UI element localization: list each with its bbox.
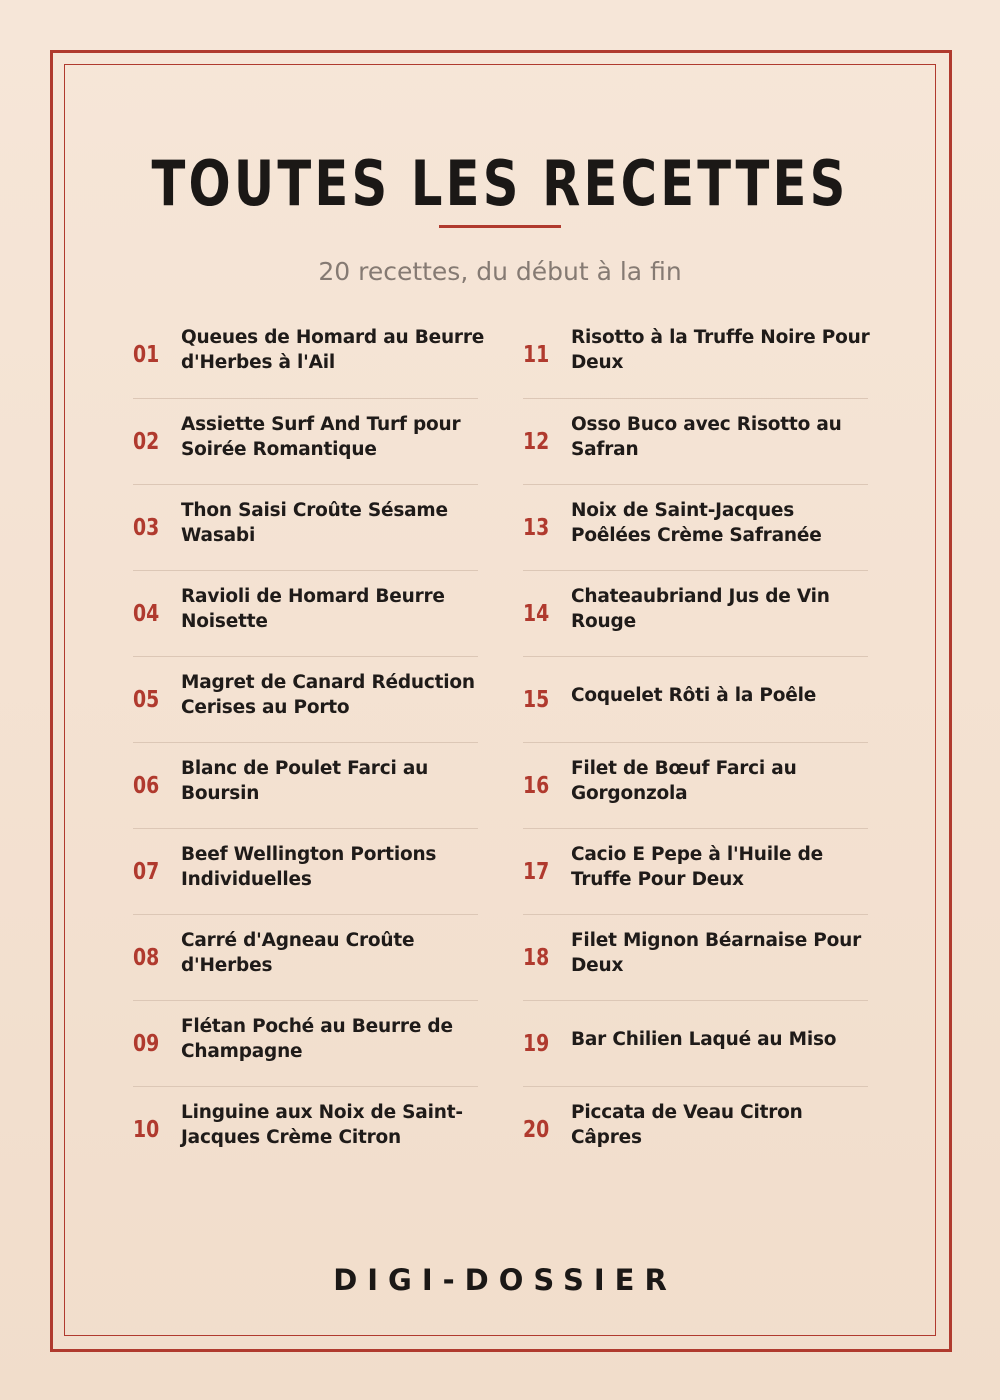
recipe-number: 06 <box>133 773 160 799</box>
list-item <box>133 742 478 828</box>
list-item <box>133 570 478 656</box>
recipe-number: 14 <box>523 601 550 627</box>
recipe-name: Osso Buco avec Risotto au Safran <box>571 414 842 460</box>
recipe-name: Ravioli de Homard Beurre Noisette <box>181 586 445 632</box>
list-item <box>523 1000 868 1086</box>
recipe-number: 18 <box>523 945 550 971</box>
recipe-number: 11 <box>523 342 550 368</box>
list-item <box>523 828 868 914</box>
list-item <box>133 1086 478 1172</box>
recipe-name: Carré d'Agneau Croûte d'Herbes <box>181 930 415 976</box>
list-item <box>133 828 478 914</box>
recipe-number: 03 <box>133 515 160 541</box>
recipe-name: Beef Wellington Portions Individuelles <box>181 844 437 890</box>
list-item <box>133 656 478 742</box>
recipe-name: Thon Saisi Croûte Sésame Wasabi <box>181 500 448 546</box>
recipe-number: 01 <box>133 342 160 368</box>
list-item <box>523 914 868 1000</box>
recipe-name: Blanc de Poulet Farci au Boursin <box>181 758 429 804</box>
recipe-number: 05 <box>133 687 160 713</box>
recipe-name: Filet Mignon Béarnaise Pour Deux <box>571 930 862 976</box>
list-item <box>523 312 868 398</box>
recipe-number: 10 <box>133 1117 160 1143</box>
recipe-number: 02 <box>133 429 160 455</box>
list-item <box>523 484 868 570</box>
list-item <box>133 312 485 398</box>
list-item <box>523 570 868 656</box>
recipe-name: Piccata de Veau Citron Câpres <box>571 1102 803 1148</box>
recipe-number: 17 <box>523 859 550 885</box>
recipe-name: Flétan Poché au Beurre de Champagne <box>181 1016 453 1062</box>
list-item <box>133 484 478 570</box>
brand-footer: DIGI-DOSSIER <box>333 1263 677 1297</box>
recipe-name: Chateaubriand Jus de Vin Rouge <box>571 586 830 632</box>
recipe-name: Noix de Saint-Jacques Poêlées Crème Safranée <box>571 500 822 546</box>
list-item <box>133 1000 478 1086</box>
recipe-number: 04 <box>133 601 160 627</box>
recipe-number: 13 <box>523 515 550 541</box>
recipe-name: Cacio E Pepe à l'Huile de Truffe Pour Deux <box>571 844 823 890</box>
list-item <box>133 398 478 484</box>
recipe-number: 15 <box>523 687 550 713</box>
recipe-number: 07 <box>133 859 160 885</box>
list-item <box>523 398 868 484</box>
page-subtitle: 20 recettes, du début à la fin <box>318 257 682 286</box>
page-title: TOUTES LES RECETTES <box>151 147 849 220</box>
recipe-name: Magret de Canard Réduction Cerises au Porto <box>181 672 475 718</box>
recipe-number: 19 <box>523 1031 550 1057</box>
recipe-list-right <box>523 312 868 1172</box>
recipe-number: 12 <box>523 429 550 455</box>
list-item <box>133 914 478 1000</box>
recipe-name: Assiette Surf And Turf pour Soirée Romantique <box>181 414 461 460</box>
recipe-name: Bar Chilien Laqué au Miso <box>571 1028 837 1050</box>
recipe-name: Queues de Homard au Beurre d'Herbes à l'Ail <box>181 327 485 373</box>
list-item <box>523 742 868 828</box>
title-underline <box>439 225 561 228</box>
recipe-number: 16 <box>523 773 550 799</box>
recipe-name: Filet de Bœuf Farci au Gorgonzola <box>571 758 797 804</box>
recipe-name: Coquelet Rôti à la Poêle <box>571 684 817 706</box>
recipe-list-left <box>133 312 485 1172</box>
list-item <box>523 656 868 742</box>
recipe-number: 09 <box>133 1031 160 1057</box>
list-item <box>523 1086 868 1172</box>
recipe-number: 20 <box>523 1117 550 1143</box>
recipe-number: 08 <box>133 945 160 971</box>
recipe-name: Linguine aux Noix de Saint-Jacques Crème Citron <box>181 1102 463 1148</box>
recipe-name: Risotto à la Truffe Noire Pour Deux <box>571 327 870 373</box>
